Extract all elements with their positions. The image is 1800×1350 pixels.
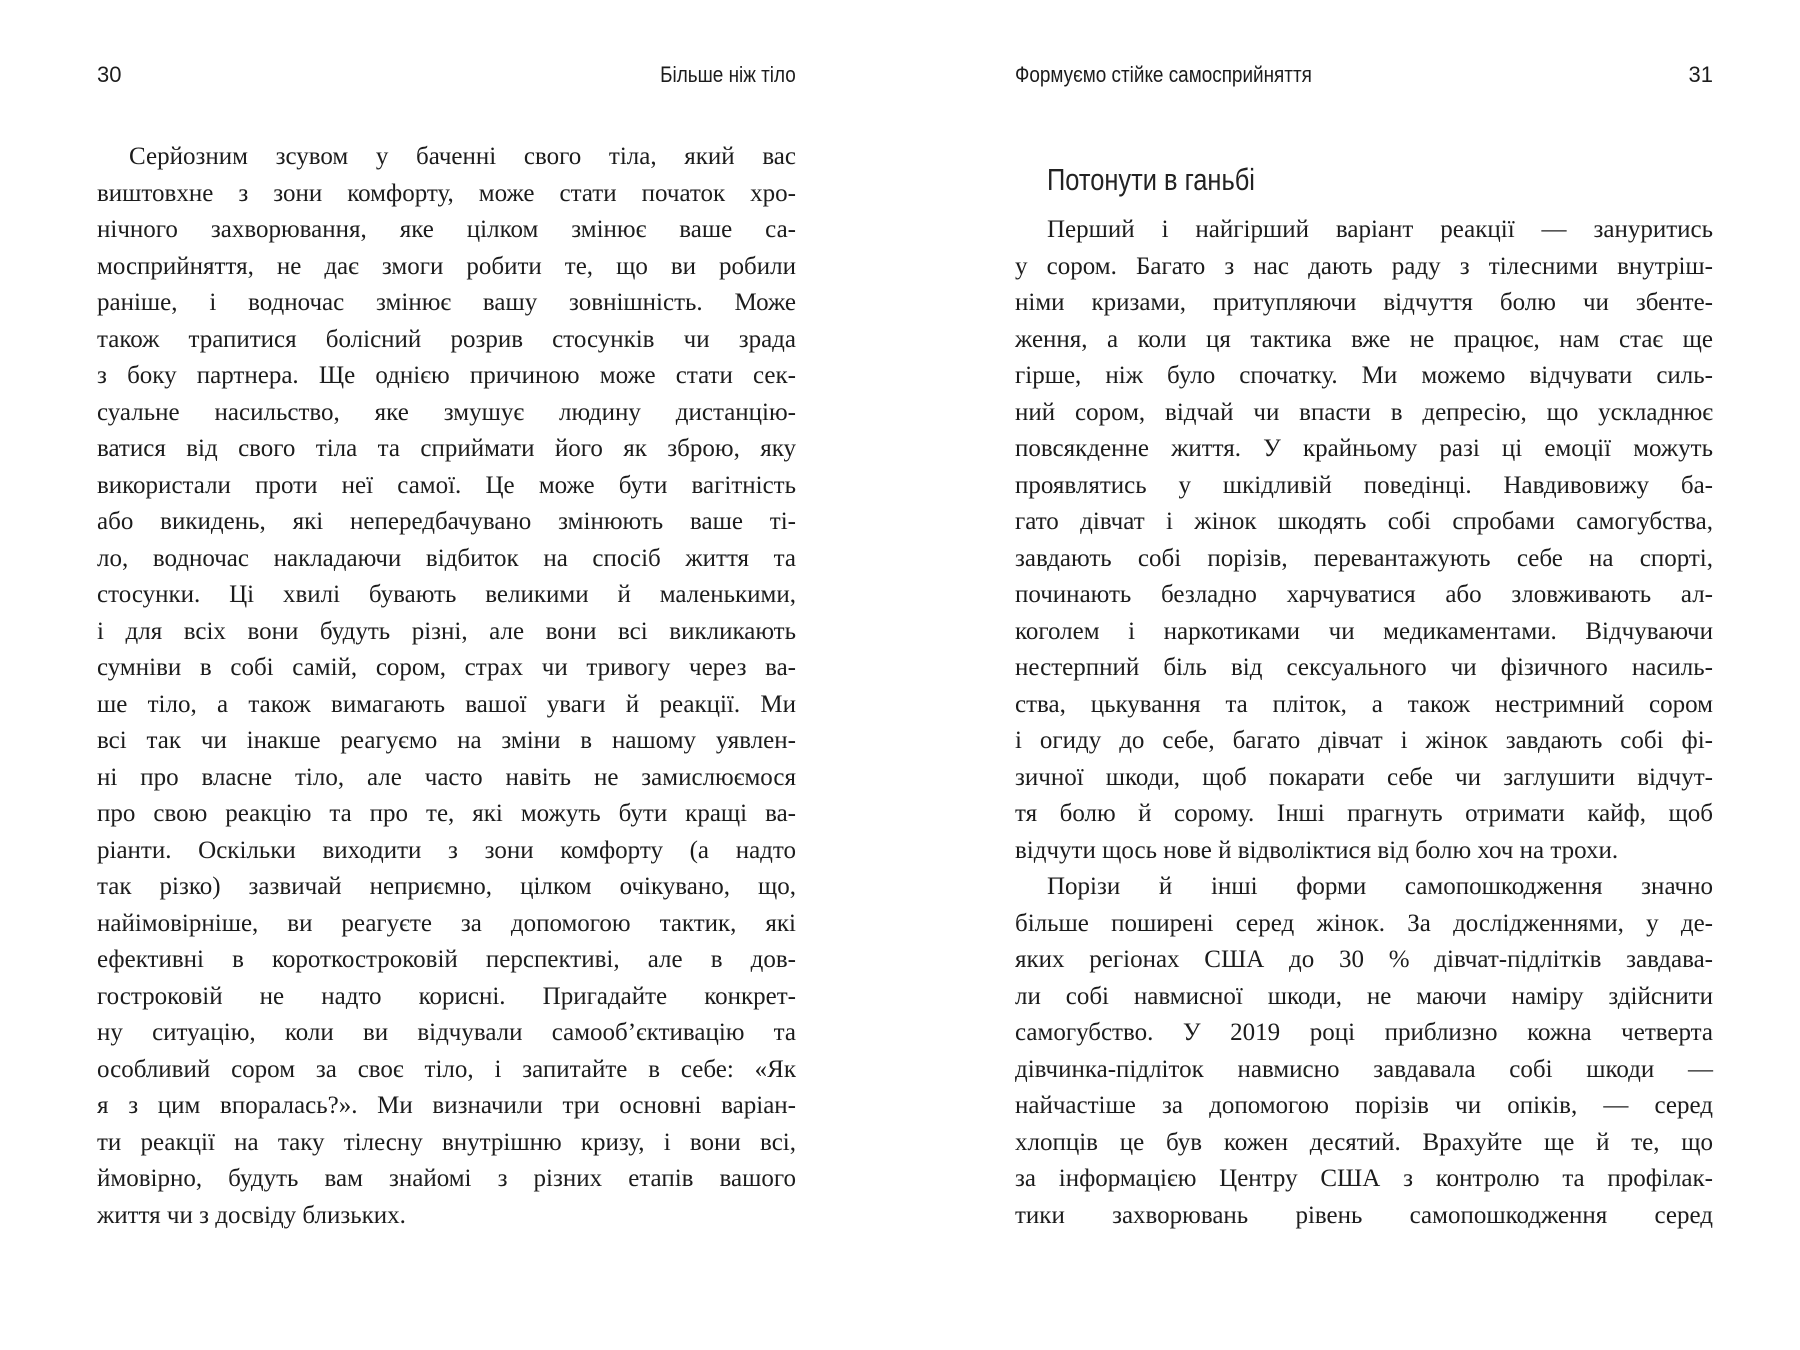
text-line: ства, цькування та пліток, а також нестримний сором [1015,690,1713,718]
body-text [97,139,796,1234]
text-line: гостроковій не надто корисні. Пригадайте конкрет- [97,982,796,1010]
paragraph [1015,212,1713,869]
text-line: дівчинка-підліток навмисно завдавала собі шкоди — [1015,1055,1713,1083]
text-line: найчастіше за допомогою порізів чи опіків, — серед [1015,1092,1713,1119]
text-line: Перший і найгірший варіант реакції — зануритись [1047,216,1713,243]
section-heading: Потонути в ганьбі [1047,161,1255,197]
text-line: зичної шкоди, щоб покарати себе чи заглушити відчут- [1015,763,1713,791]
text-line: ну ситуацію, коли ви відчували самооб’єктивацію та [97,1019,796,1046]
text-line: ватися від свого тіла та сприймати його як зброю, яку [97,435,796,462]
running-header [1015,62,1713,92]
text-line: тя болю й сорому. Інші прагнуть отримати кайф, щоб [1015,800,1713,827]
text-line: раніше, і водночас змінює вашу зовнішність. Може [97,289,796,316]
text-line: за інформацією Центру США з контролю та профілак- [1015,1165,1713,1192]
text-line: про свою реакцію та про те, які можуть бути кращі ва- [97,800,796,827]
text-line: хлопців це був кожен десятий. Врахуйте ще й те, що [1015,1128,1713,1156]
text-line: ріанти. Оскільки виходити з зони комфорту (а надто [97,836,796,864]
text-line: всі так чи інакше реагуємо на зміни в нашому уявлен- [97,727,796,754]
text-line: ли собі навмисної шкоди, не маючи наміру здійснити [1015,982,1713,1010]
text-line: найімовірніше, ви реагуєте за допомогою тактик, які [97,909,796,937]
text-line: завдають собі порізів, перевантажують себе на спорті, [1015,544,1713,572]
text-line: ження, а коли ця тактика вже не працює, нам стає ще [1015,325,1713,353]
running-title: Більше ніж тіло [660,62,796,87]
text-line: використали проти неї самої. Це може бути вагітність [97,471,796,499]
text-line: з боку партнера. Ще однією причиною може стати сек- [97,362,796,389]
text-line: ні про власне тіло, але часто навіть не замислюємося [97,763,796,791]
text-line: мосприйняття, не дає змоги робити те, що ви робили [97,252,796,280]
text-line: у сором. Багато з нас дають раду з тілесними внутріш- [1015,252,1713,280]
text-line: ний сором, відчай чи впасти в депресію, що ускладнює [1015,398,1713,426]
text-line: ше тіло, а також вимагають вашої уваги й реакції. Ми [97,690,796,718]
right-page [1015,0,1713,1350]
text-line: німи кризами, притупляючи відчуття болю чи збенте- [1015,289,1713,316]
paragraph [97,139,796,1234]
paragraph [1015,869,1713,1234]
text-line: відчути щось нове й відволіктися від болю хоч на трохи. [1015,836,1619,864]
text-line: тики захворювань рівень самопошкодження серед [1015,1201,1713,1229]
text-line: особливий сором за своє тіло, і запитайте в себе: «Як [97,1055,796,1083]
page-number: 30 [97,62,122,87]
text-line: більше поширені серед жінок. За дослідженнями, у де- [1015,909,1713,937]
text-line: проявлятись у шкідливій поведінці. Навдивовижу ба- [1015,471,1713,499]
text-line: ймовірно, будуть вам знайомі з різних етапів вашого [97,1165,796,1192]
text-line: і огиду до себе, багато дівчат і жінок завдають собі фі- [1015,727,1713,754]
text-line: також трапитися болісний розрив стосунків чи зрада [97,325,796,353]
text-line: гато дівчат і жінок шкодять собі спробами самогубства, [1015,508,1713,535]
text-line: так різко) зазвичай неприємно, цілком очікувано, що, [97,873,796,900]
body-text [1015,212,1713,1234]
text-line: стосунки. Ці хвилі бувають великими й маленькими, [97,581,796,608]
text-line: нічного захворювання, яке цілком змінює ваше са- [97,216,796,243]
text-line: повсякденне життя. У крайньому разі ці емоції можуть [1015,435,1713,462]
text-line: починають безладно харчуватися або зловживають ал- [1015,581,1713,608]
running-header [97,62,796,92]
text-line: гірше, ніж було спочатку. Ми можемо відчувати силь- [1015,362,1713,389]
text-line: виштовхне з зони комфорту, може стати початок хро- [97,179,796,207]
text-line: коголем і наркотиками чи медикаментами. Відчуваючи [1015,617,1713,645]
running-title: Формуємо стійке самосприйняття [1015,62,1312,87]
text-line: життя чи з досвіду близьких. [97,1201,406,1229]
text-line: суальне насильство, яке змушує людину дистанцію- [97,398,796,426]
text-line: або викидень, які непередбачувано змінюють ваше ті- [97,508,796,535]
text-line: я з цим впоралась?». Ми визначили три основні варіан- [97,1092,796,1119]
text-line: нестерпний біль від сексуального чи фізичного насиль- [1015,654,1713,681]
text-line: яких регіонах США до 30 % дівчат-підлітків завдава- [1015,946,1713,973]
text-line: Порізи й інші форми самопошкодження значно [1047,873,1713,900]
text-line: ло, водночас накладаючи відбиток на спосіб життя та [97,544,796,572]
text-line: ти реакції на таку тілесну внутрішню кризу, і вони всі, [97,1128,796,1156]
text-line: самогубство. У 2019 році приблизно кожна четверта [1015,1019,1713,1046]
text-line: і для всіх вони будуть різні, але вони всі викликають [97,617,796,645]
text-line: сумніви в собі самій, сором, страх чи тривогу через ва- [97,654,796,681]
left-page [97,0,796,1350]
text-line: ефективні в короткостроковій перспективі, але в дов- [97,946,796,973]
page-number: 31 [1688,62,1713,87]
text-line: Серйозним зсувом у баченні свого тіла, який вас [129,143,796,170]
